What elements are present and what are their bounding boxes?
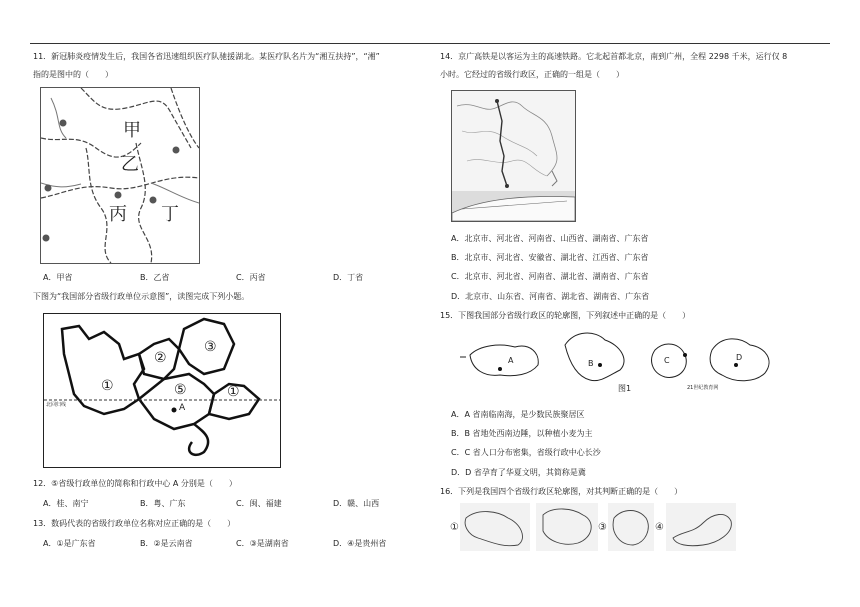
q14-option-c[interactable]: C．北京市、河北省、河南省、湖北省、湖南省、广东省 [451, 272, 649, 281]
q15-stem: 15．下图我国部分省级行政区的轮廓图，下列叙述中正确的是（ ） [440, 311, 691, 320]
map2-tropic-label: 北回归线 [46, 402, 67, 408]
q13-option-c[interactable]: C．③是湖南省 [236, 539, 289, 548]
q11-stem-line1: 11．新冠肺炎疫情发生后，我国各省迅速组织医疗队驰援湖北。某医疗队名片为“湘互扶持”，“湘” [33, 52, 380, 61]
q16-label-1: ① [450, 522, 459, 533]
q14-option-d[interactable]: D．北京市、山东省、河南省、湖北省、湖南省、广东省 [451, 292, 650, 301]
map-label-ding: 丁 [161, 204, 179, 225]
intro-12-13: 下图为“我国部分省级行政单位示意图”，读图完成下列小题。 [33, 292, 250, 301]
map2-number-3: ③ [204, 339, 217, 355]
q15-shape-label-a: A [508, 356, 514, 365]
map2-number-5: ⑤ [174, 382, 187, 398]
q15-option-d[interactable]: D．D 省孕育了华夏文明，其简称是冀 [451, 468, 586, 477]
q13-option-b[interactable]: B．②是云南省 [140, 539, 193, 548]
q12-option-c[interactable]: C．闽、福建 [236, 499, 282, 508]
q14-stem-line2: 小时。它经过的省级行政区，正确的一组是（ ） [440, 70, 624, 79]
q15-fig-caption: 图1 [618, 384, 632, 393]
q16-stem: 16．下列是我国四个省级行政区轮廓图，对其判断正确的是（ ） [440, 487, 683, 496]
q15-watermark: 21世纪教育网 [687, 385, 719, 391]
q15-province-outlines [460, 325, 782, 400]
q12-option-b[interactable]: B．粤、广东 [140, 499, 186, 508]
map2-number-2: ② [154, 350, 167, 366]
map-label-bing: 丙 [109, 204, 127, 225]
q12-13-province-map [43, 313, 281, 468]
q15-option-b[interactable]: B．B 省地处西南边陲，以种植小麦为主 [451, 429, 593, 438]
q16-label-4: ④ [655, 522, 664, 533]
map2-point-a: A [179, 403, 186, 413]
q14-option-a[interactable]: A．北京市、河北省、河南省、山西省、湖南省、广东省 [451, 234, 649, 243]
q14-railway-map [451, 90, 576, 222]
q16-label-2 [388, 443, 389, 454]
q14-option-b[interactable]: B．北京市、河北省、安徽省、湖北省、江西省、广东省 [451, 253, 649, 262]
q16-label-3: ③ [598, 522, 607, 533]
header-rule [30, 43, 830, 44]
map2-number-1-right: ① [227, 384, 240, 400]
q12-stem: 12．⑤省级行政单位的简称和行政中心 A 分别是（ ） [33, 479, 237, 488]
q12-option-a[interactable]: A．桂、南宁 [43, 499, 89, 508]
q15-shape-label-b: B [588, 359, 594, 368]
q14-stem-line1: 14．京广高铁是以客运为主的高速铁路。它北起首都北京，南到广州，全程 2298 千米，运行仅 8 [440, 52, 788, 61]
map-label-yi: 乙 [121, 154, 139, 175]
q11-province-map [40, 87, 200, 264]
q11-option-d[interactable]: D．丁省 [333, 273, 364, 282]
map2-number-1-left: ① [101, 378, 114, 394]
q13-option-d[interactable]: D．④是贵州省 [333, 539, 387, 548]
q15-option-c[interactable]: C．C 省人口分布密集，省级行政中心长沙 [451, 448, 601, 457]
q15-option-a[interactable]: A．A 省南临南海，是少数民族聚居区 [451, 410, 585, 419]
q13-option-a[interactable]: A．①是广东省 [43, 539, 96, 548]
q13-stem: 13．数码代表的省级行政单位名称对应正确的是（ ） [33, 519, 236, 528]
map-label-jia: 甲 [123, 120, 141, 141]
q11-option-c[interactable]: C．丙省 [236, 273, 266, 282]
q11-option-b[interactable]: B．乙省 [140, 273, 170, 282]
q12-option-d[interactable]: D．赣、山西 [333, 499, 380, 508]
q15-shape-label-c: C [664, 356, 670, 365]
q11-option-a[interactable]: A．甲省 [43, 273, 73, 282]
q15-shape-label-d: D [736, 353, 743, 362]
q11-stem-line2: 指的是图中的（ ） [33, 70, 113, 79]
q16-province-outlines [448, 503, 740, 553]
